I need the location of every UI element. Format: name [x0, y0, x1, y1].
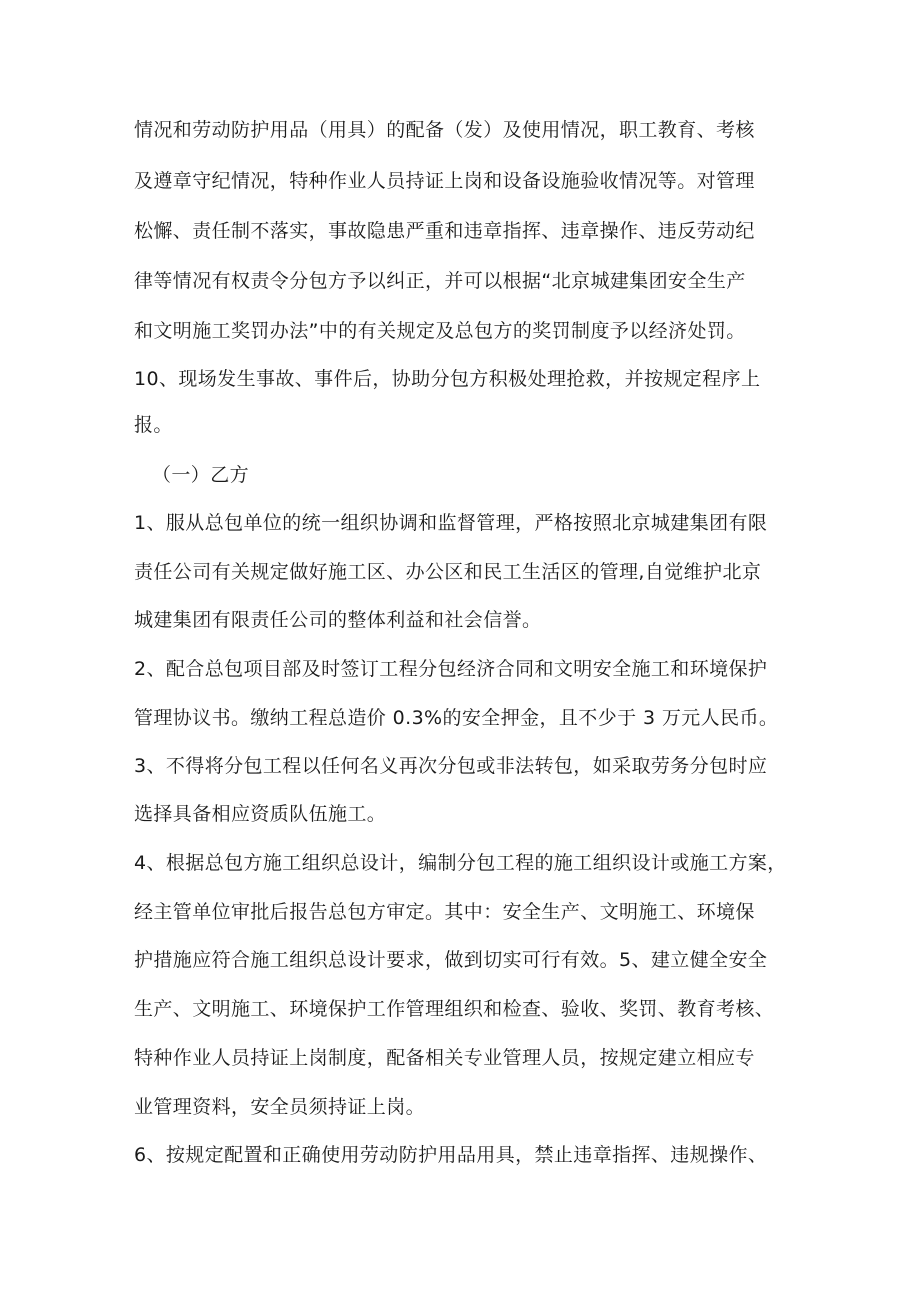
text-line: 城建集团有限责任公司的整体利益和社会信誉。 — [134, 609, 542, 631]
text-line: 3、不得将分包工程以任何名义再次分包或非法转包，如采取劳务分包时应 — [134, 755, 768, 777]
text-line: 管理协议书。缴纳工程总造价 0.3%的安全押金，且不少于 3 万元人民币。 — [134, 707, 779, 729]
text-line: 情况和劳动防护用品（用具）的配备（发）及使用情况，职工教育、考核 — [134, 119, 755, 141]
text-line: 2、配合总包项目部及时签订工程分包经济合同和文明安全施工和环境保护 — [134, 658, 768, 680]
text-line: 生产、文明施工、环境保护工作管理组织和检查、验收、奖罚、教育考核、 — [134, 998, 775, 1020]
section-heading: （一）乙方 — [152, 464, 250, 486]
text-line: 10、现场发生事故、事件后，协助分包方积极处理抢救，并按规定程序上 — [134, 368, 761, 390]
text-line: 及遵章守纪情况，特种作业人员持证上岗和设备设施验收情况等。对管理 — [134, 170, 755, 192]
text-line: 经主管单位审批后报告总包方审定。其中：安全生产、文明施工、环境保 — [134, 901, 755, 923]
text-line: 选择具备相应资质队伍施工。 — [134, 803, 387, 825]
text-line: 责任公司有关规定做好施工区、办公区和民工生活区的管理,自觉维护北京 — [134, 561, 762, 583]
text-line: 特种作业人员持证上岗制度，配备相关专业管理人员，按规定建立相应专 — [134, 1047, 755, 1069]
text-line: 4、根据总包方施工组织总设计，编制分包工程的施工组织设计或施工方案， — [134, 852, 787, 874]
text-line: 业管理资料，安全员须持证上岗。 — [134, 1096, 426, 1118]
text-line: 和文明施工奖罚办法”中的有关规定及总包方的奖罚制度予以经济处罚。 — [134, 320, 746, 342]
text-line: 6、按规定配置和正确使用劳动防护用品用具，禁止违章指挥、违规操作、 — [134, 1144, 768, 1166]
text-line: 律等情况有权责令分包方予以纠正，并可以根据“北京城建集团安全生产 — [134, 270, 746, 292]
text-line: 松懈、责任制不落实，事故隐患严重和违章指挥、违章操作、违反劳动纪 — [134, 220, 755, 242]
text-line: 1、服从总包单位的统一组织协调和监督管理，严格按照北京城建集团有限 — [134, 512, 768, 534]
text-line: 护措施应符合施工组织总设计要求，做到切实可行有效。5、建立健全安全 — [134, 949, 768, 971]
text-line: 报。 — [134, 414, 173, 436]
